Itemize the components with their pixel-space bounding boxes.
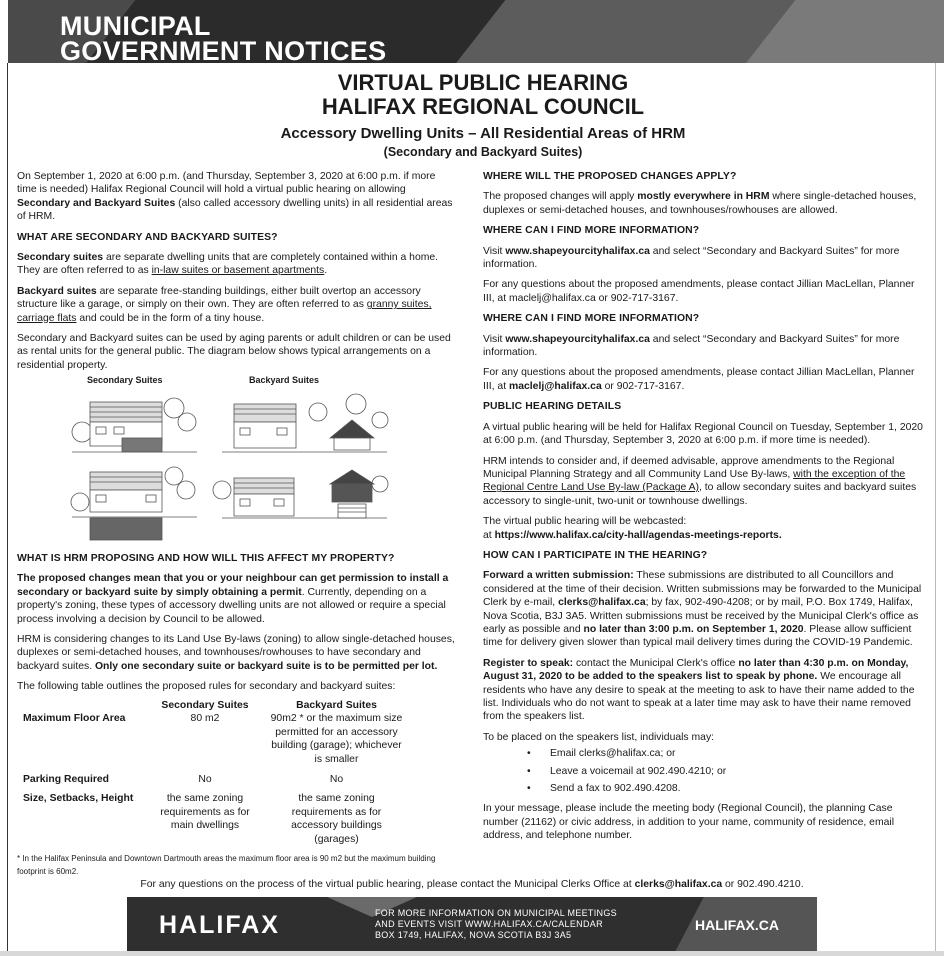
shapeyourcity-link[interactable]: www.shapeyourcityhalifax.ca (505, 333, 650, 345)
considering-text: HRM is considering changes to its Land Use By-laws (zoning) to allow single-detached houses, duplexes or semi-detached houses, and townhouses/rowhouses to have secondary and backyard suites. (17, 634, 455, 672)
intent-underlined: with the exception of the Regional Centre Land Use By-law (Package A) (483, 468, 906, 494)
banner-line2: GOVERNMENT NOTICES (60, 36, 387, 63)
intro-bold: Secondary and Backyard Suites (17, 197, 176, 209)
written-submission-paragraph (483, 569, 925, 649)
banner-line1: MUNICIPAL (60, 11, 211, 41)
diagram-label-secondary: Secondary Suites (87, 375, 163, 385)
backyard-suites-paragraph (17, 285, 457, 325)
page-bottom-edge (0, 951, 944, 956)
intro-paragraph (17, 170, 457, 224)
register-text-2: We encourage all residents who have any desire to speak at the meeting to ask to have their name added to the list. Individuals who do not want to speak at a later time may ask to have their name removed from the speakers list. (483, 671, 915, 723)
question-heading: WHAT ARE SECONDARY AND BACKYARD SUITES? (17, 231, 278, 243)
secondary-underlined: in-law suites or basement apartments (151, 265, 325, 277)
visit-paragraph (483, 333, 925, 360)
table-header-cell: Backyard Suites (296, 700, 377, 711)
intro-text: On September 1, 2020 at 6:00 p.m. (and Thursday, September 3, 2020 at 6:00 p.m. if more time is needed) Halifax Regional Council will hold a virtual public hearing on allowing (17, 171, 436, 196)
secondary-suites-paragraph (17, 251, 457, 278)
secondary-end: . (324, 265, 328, 277)
written-text-3: . Please allow sufficient time for delivery given slower than typical mail delivery times during the COVID-19 Pandemic. (483, 623, 913, 649)
intent-paragraph (483, 455, 925, 509)
webcast-text: The virtual public hearing will be webcasted: (483, 516, 687, 528)
planner-email-link[interactable]: maclelj@halifax.ca (509, 380, 602, 392)
visit-text: Visit (483, 245, 506, 257)
visit-text-end: and select “Secondary and Backyard Suites” for more information. (483, 245, 900, 271)
written-deadline: no later than 3:00 p.m. on September 1, 2020 (583, 623, 804, 635)
secondary-text: are separate dwelling units that are completely contained within a home. They are often referred to as (17, 252, 439, 277)
question-heading: WHERE CAN I FIND MORE INFORMATION? (483, 225, 700, 237)
backyard-underlined: granny suites, carriage flats (17, 299, 432, 324)
contact-paragraph (483, 366, 925, 393)
table-row (17, 773, 408, 792)
suites-diagram (62, 372, 392, 542)
process-questions-line (0, 879, 944, 890)
considering-bold: Only one secondary suite or backyard suite is to be permitted per lot. (94, 660, 438, 672)
webcast-paragraph (483, 515, 925, 542)
diagram-label-backyard: Backyard Suites (249, 375, 320, 385)
considering-paragraph (17, 633, 462, 673)
list-item: • Email clerks@halifax.ca; or (483, 747, 925, 760)
table-cell: 80 m2 (190, 713, 220, 725)
intent-text-end: , to allow secondary suites and backyard suites accessory to single-unit, two-unit or townhouse dwellings. (483, 482, 917, 507)
proposal-bold: The proposed changes mean that you or your neighbour can get permission to install a secondary or backyard suite by simply obtaining a permit (17, 573, 449, 598)
contact-paragraph: For any questions about the proposed amendments, please contact Jillian MacLellan, Planner III, at maclelj@halifax.ca or 902-717-3167. (483, 279, 915, 304)
written-bold: Forward a written submission: (483, 570, 634, 582)
question-heading: HOW CAN I PARTICIPATE IN THE HEARING? (483, 549, 708, 561)
apply-text: The proposed changes will apply (483, 191, 638, 203)
process-text-end: or 902.490.4210. (722, 879, 804, 890)
table-header-cell (17, 699, 145, 712)
question-heading: WHAT IS HRM PROPOSING AND HOW WILL THIS AFFECT MY PROPERTY? (17, 553, 395, 564)
backyard-bold: Backyard suites (17, 285, 97, 297)
clerks-email-link[interactable]: clerks@halifax.ca (558, 597, 646, 609)
visit-paragraph (483, 245, 925, 272)
shapeyourcity-link[interactable]: www.shapeyourcityhalifax.ca (505, 245, 650, 257)
written-text: These submissions are distributed to all Councillors and considered at the time of their decision. Written submissions may be forwarded to the Municipal Clerk by e-mail, (483, 570, 922, 609)
backyard-end: and could be in the form of a tiny house. (76, 312, 265, 324)
question-heading: WHERE WILL THE PROPOSED CHANGES APPLY? (483, 171, 737, 182)
table-intro: The following table outlines the proposed rules for secondary and backyard suites: (17, 681, 396, 693)
intro-text-end: (also called accessory dwelling units) in all residential areas of HRM. (17, 197, 453, 223)
register-bold: Register to speak: (483, 657, 574, 669)
table-row-header: Parking Required (23, 774, 110, 786)
hearing-title-line2: HALIFAX REGIONAL COUNCIL (321, 94, 645, 119)
hearing-title-line1: VIRTUAL PUBLIC HEARING (337, 70, 629, 95)
message-paragraph: In your message, please include the meeting body (Regional Council), the planning Case number (21162) or civic address, in addition to your name, community of residence, email address, and telephone number. (483, 803, 895, 842)
visit-text: Visit (483, 333, 506, 345)
hearing-subtitle2: (Secondary and Backyard Suites) (383, 145, 583, 159)
table-cell: the same zoning requirements as for main dwellings (160, 793, 250, 832)
footer-info (375, 908, 617, 941)
footer-info-line: FOR MORE INFORMATION ON MUNICIPAL MEETINGS (375, 908, 617, 918)
register-deadline: no later than 4:30 p.m. on Monday, August 31, 2020 to be added to the speakers list to speak by phone. (483, 657, 909, 683)
contact-text-end: or 902-717-3167. (601, 380, 685, 392)
header-banner (8, 0, 944, 63)
backyard-text: are separate free-standing buildings, either built overtop an accessory structure like a garage, or simply on their own. They are often referred to as (17, 285, 421, 311)
apply-bold: mostly everywhere in HRM (637, 191, 770, 203)
table-row-header: Maximum Floor Area (23, 713, 126, 725)
right-rule (935, 63, 936, 951)
footer-site-link[interactable]: HALIFAX.CA (695, 917, 779, 933)
table-row (17, 792, 408, 846)
suites-diagram-illustration (62, 372, 392, 542)
proposal-text: . Currently, depending on a property's zoning, these types of accessory dwelling units are not allowed or require a special process involving a decision by Council to be allowed. (17, 586, 446, 625)
list-item: • Leave a voicemail at 902.490.4210; or (483, 765, 925, 778)
table-cell: 90m2 * or the maximum size permitted for an accessory building (garage); whichever is smaller (270, 713, 403, 765)
halifax-logo: HALIFAX (159, 911, 280, 939)
table-row (17, 712, 408, 773)
left-column-lower (17, 552, 462, 701)
register-text: contact the Municipal Clerk's office (573, 657, 739, 669)
details-paragraph: A virtual public hearing will be held for Halifax Regional Council on Tuesday, September 1, 2020 at 6:00 p.m. (and Thursday, September 3, 2020 at 6:00 p.m. if more time is needed). (483, 421, 923, 447)
question-heading: PUBLIC HEARING DETAILS (483, 401, 622, 413)
hearing-subtitle: Accessory Dwelling Units – All Residential Areas of HRM (280, 125, 686, 142)
footer-info-line: AND EVENTS VISIT WWW.HALIFAX.CA/CALENDAR (375, 919, 603, 929)
speakers-list-options (483, 747, 925, 795)
process-text: For any questions on the process of the virtual public hearing, please contact the Municipal Clerks Office at (140, 879, 635, 890)
table-cell: No (198, 774, 212, 786)
register-paragraph (483, 657, 925, 724)
intent-text: HRM intends to consider and, if deemed advisable, approve amendments to the Regional Municipal Planning Strategy and all Community Land Use By-laws, (483, 455, 895, 480)
left-column (17, 170, 457, 379)
proposal-paragraph (17, 572, 462, 626)
table-header-cell: Secondary Suites (161, 700, 249, 711)
banner-title (60, 11, 387, 63)
question-heading: WHERE CAN I FIND MORE INFORMATION? (483, 313, 700, 325)
left-rule (7, 63, 8, 951)
visit-text-end: and select “Secondary and Backyard Suites” for more information. (483, 333, 900, 359)
table-cell: No (329, 774, 344, 786)
rules-table (17, 699, 408, 846)
written-text-2: ; by fax, 902-490-4208; or by mail, P.O. Box 1749, Halifax, Nova Scotia, B3J 3A5. Written submissions must be received by the Municipal Clerk's office as early as possible and (483, 597, 919, 635)
footer-banner (127, 897, 817, 952)
right-column (483, 170, 925, 850)
contact-text: For any questions about the proposed amendments, please contact Jillian MacLellan, Planner III, at (483, 367, 915, 392)
table-header-row (17, 699, 408, 712)
usage-paragraph: Secondary and Backyard suites can be used by aging parents or adult children or can be used as rental units for the general public. The diagram below shows typical arrangements on a residential property. (17, 333, 451, 371)
apply-paragraph (483, 190, 925, 217)
webcast-link[interactable]: https://www.halifax.ca/city-hall/agendas-meetings-reports. (494, 529, 782, 541)
clerks-email-link[interactable]: clerks@halifax.ca (634, 879, 723, 890)
apply-text-end: where single-detached houses, duplexes or semi-detached houses, and townhouses/rowhouses are allowed. (483, 191, 917, 216)
secondary-bold: Secondary suites (17, 252, 104, 264)
list-item: • Send a fax to 902.490.4208. (483, 782, 925, 795)
table-row-header: Size, Setbacks, Height (23, 793, 134, 805)
footer-info-line: BOX 1749, HALIFAX, NOVA SCOTIA B3J 3A5 (375, 930, 572, 940)
table-cell: the same zoning requirements as for accessory buildings (garages) (291, 793, 382, 845)
table-footnote: * In the Halifax Peninsula and Downtown Dartmouth areas the maximum floor area is 90 m2 but the maximum building footprint is 60m2. (17, 854, 436, 876)
webcast-at: at (483, 529, 495, 541)
speakers-list-intro: To be placed on the speakers list, individuals may: (483, 731, 715, 743)
